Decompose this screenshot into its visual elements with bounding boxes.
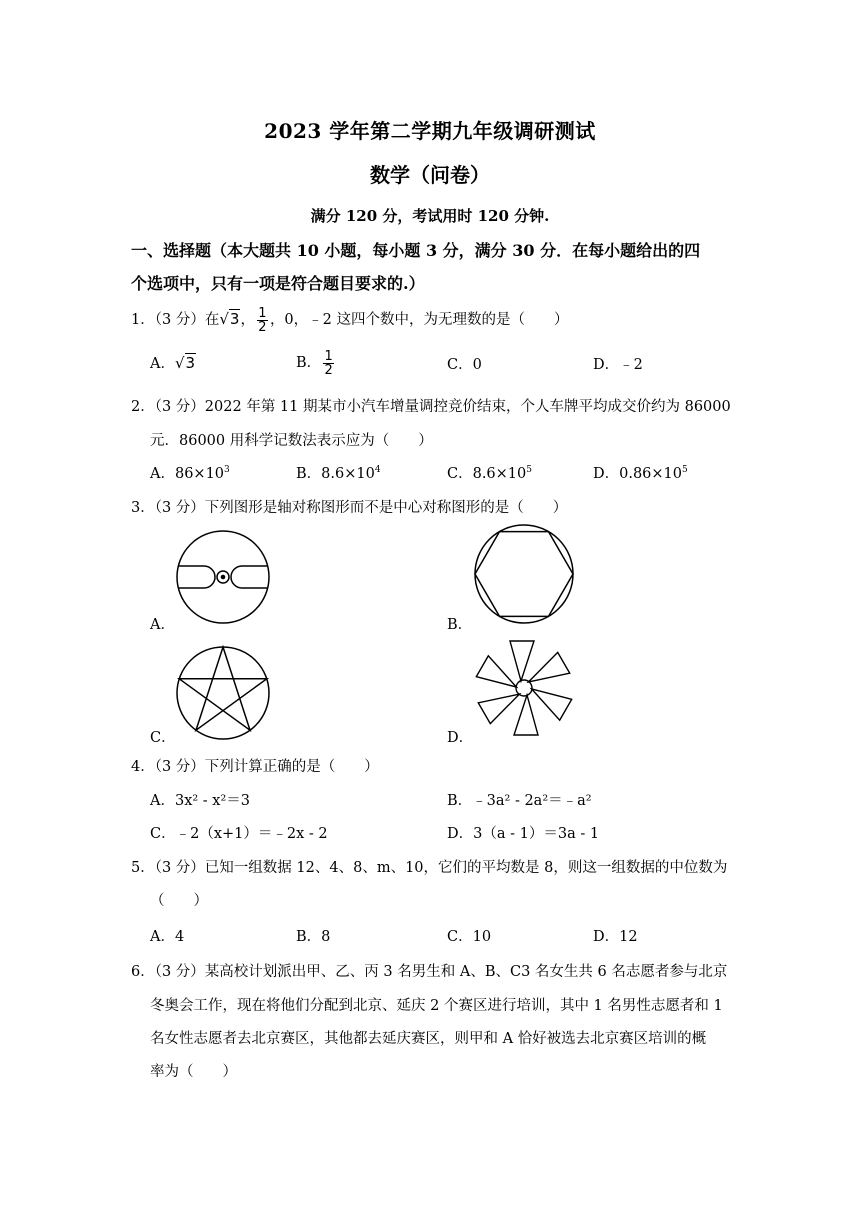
figure-a-circle-slots [170,528,276,626]
sqrt-3-symbol: √3 [174,354,196,372]
question-4-option-b: B．﹣3a² ‑ 2a²＝﹣a² [447,793,592,809]
fraction-numerator: 1 [324,348,333,364]
figure-c-pentagram-circle [173,644,273,742]
sqrt-radicand: 3 [185,354,196,372]
question-1-option-d: D．﹣2 [593,357,643,373]
question-5-option-b: B．8 [296,929,331,945]
option-text: B．8.6×10 [296,466,375,482]
option-letter: B． [296,355,322,371]
option-letter: A． [150,356,175,372]
section-heading-line2: 个选项中，只有一项是符合题目要求的.） [131,274,425,293]
exponent: 4 [374,465,381,475]
option-text: A．86×10 [150,466,225,482]
exponent: 3 [224,465,230,475]
question-4-option-a: A．3x² ‑ x²＝3 [150,793,251,809]
question-4-option-d: D．3（a ‑ 1）＝3a ‑ 1 [447,826,600,842]
question-1-number: 1． [131,312,155,328]
question-4-stem: 4．（3 分）下列计算正确的是（ ） [131,759,379,775]
exam-title: 2023 学年第二学期九年级调研测试 [264,119,596,143]
question-5-line1: 5．（3 分）已知一组数据 12、4、8、m、10，它们的平均数是 8，则这一组数据的中位数为 [131,860,728,876]
figure-d-pinwheel [472,636,576,740]
question-5-option-d: D．12 [593,929,638,945]
question-6-line3: 名女性志愿者去北京赛区，其他都去延庆赛区，则甲和 A 恰好被选去北京赛区培训的概 [150,1031,707,1047]
figure-b-hexagon-circle [471,524,577,624]
question-4-option-c: C．﹣2（x+1）＝﹣2x ‑ 2 [150,826,328,842]
fraction-denominator: 2 [324,362,333,378]
question-2-option-b [296,462,381,483]
section-heading-line1: 一、选择题（本大题共 10 小题，每小题 3 分，满分 30 分．在每小题给出的四 [131,241,701,260]
question-3-option-c-label: C． [150,730,176,746]
question-1-sep: ， [240,312,255,328]
sqrt-3-symbol: √3 [219,310,240,328]
question-2-option-d [593,462,688,483]
question-3-option-d-label: D． [447,730,474,746]
exponent: 5 [526,465,532,475]
question-1-score: （3 分）在 [154,312,220,328]
exam-subtitle: 数学（问卷） [370,163,490,187]
fraction-numerator: 1 [258,305,267,321]
question-5-option-c: C．10 [447,929,492,945]
question-2-line1: 2．（3 分）2022 年第 11 期某市小汽车增量调控竞价结束，个人车牌平均成交价约为 86000 [131,399,731,415]
question-1-rest: ，0，﹣2 这四个数中，为无理数的是（ ） [269,312,569,328]
fraction-denominator: 2 [258,319,267,335]
question-3-option-a-label: A． [150,617,175,633]
question-1-option-a [150,348,196,379]
question-6-line4: 率为（ ） [150,1064,237,1080]
question-6-line2: 冬奥会工作，现在将他们分配到北京、延庆 2 个赛区进行培训，其中 1 名男性志愿者和 1 [150,998,723,1014]
question-2-option-c [447,462,532,483]
option-text: C．8.6×10 [447,466,527,482]
question-2-line2: 元．86000 用科学记数法表示应为（ ） [150,433,433,449]
fraction-one-half [323,350,334,377]
sqrt-radicand: 3 [229,310,240,328]
question-1-option-b [296,348,336,378]
question-1-option-c: C．0 [447,357,482,373]
exam-note: 满分 120 分，考试用时 120 分钟. [310,207,550,225]
option-text: D．0.86×10 [593,466,683,482]
fraction-one-half [257,307,268,334]
question-3-stem: 3．（3 分）下列图形是轴对称图形而不是中心对称图形的是（ ） [131,500,568,516]
question-3-option-b-label: B． [447,617,473,633]
question-5-option-a: A．4 [150,929,185,945]
exponent: 5 [682,465,688,475]
question-2-option-a [150,462,230,483]
question-5-line2: （ ） [150,893,208,909]
question-6-line1: 6．（3 分）某高校计划派出甲、乙、丙 3 名男生和 A、B、C3 名女生共 6 名志愿者参与北京 [131,964,728,980]
question-1-stem [131,304,569,335]
